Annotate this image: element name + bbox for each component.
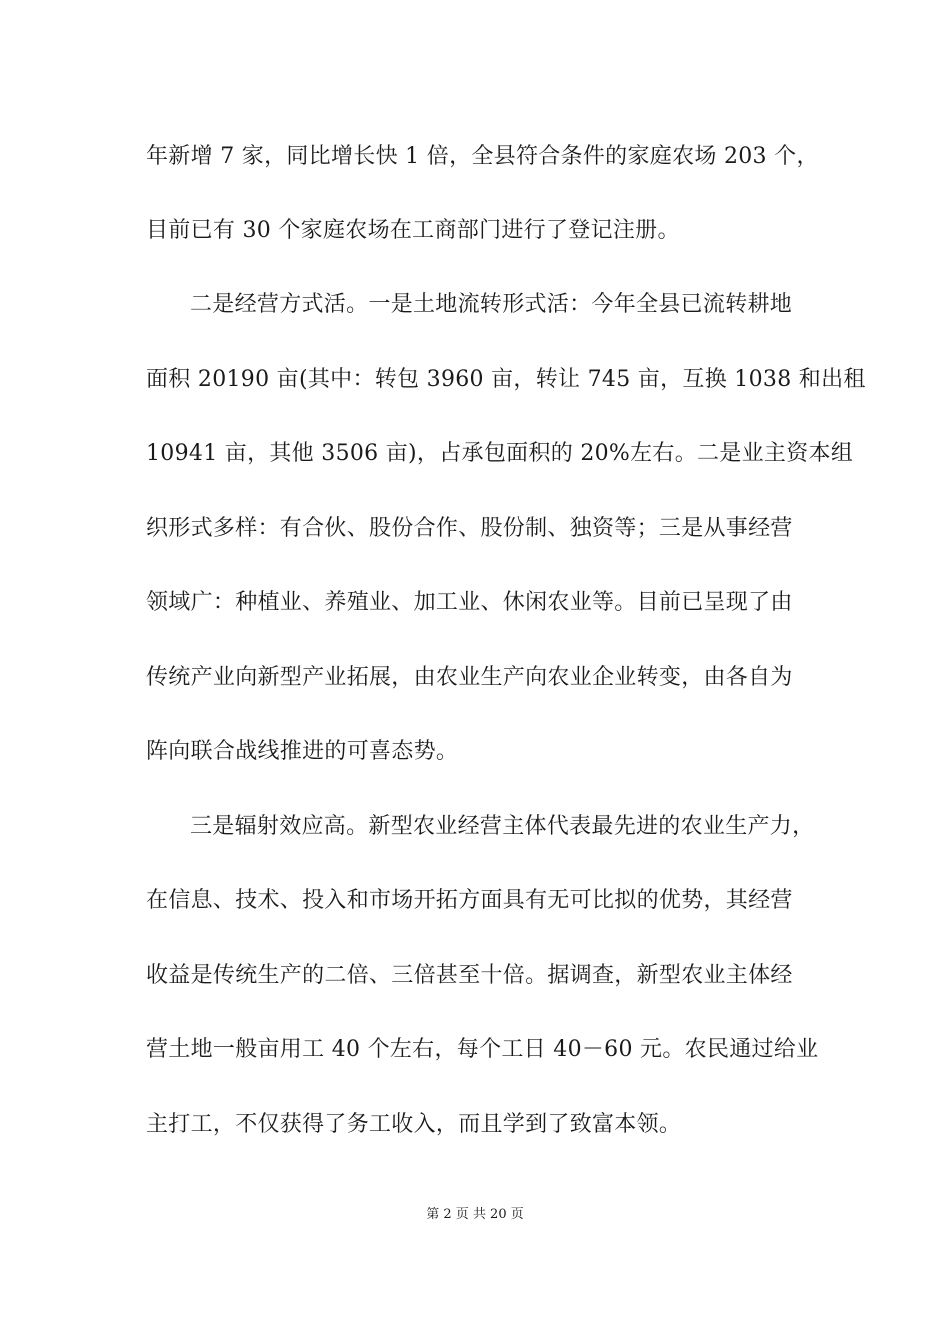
text-line: 营土地一般亩用工 40 个左右，每个工日 40－60 元。农民通过给业 [146, 1037, 819, 1062]
page-number: 第 2 页 共 20 页 [426, 1207, 524, 1222]
text-line: 面积 20190 亩(其中：转包 3960 亩，转让 745 亩，互换 1038 和出租 [146, 367, 866, 392]
text-line: 织形式多样：有合伙、股份合作、股份制、独资等；三是从事经营 [146, 516, 793, 541]
text-line: 领域广：种植业、养殖业、加工业、休闲农业等。目前已呈现了由 [146, 590, 793, 615]
text-line: 三是辐射效应高。新型农业经营主体代表最先进的农业生产力， [190, 814, 815, 839]
text-line: 传统产业向新型产业拓展，由农业生产向农业企业转变，由各自为 [146, 665, 793, 690]
text-line: 主打工，不仅获得了务工收入，而且学到了致富本领。 [146, 1112, 682, 1137]
text-line: 收益是传统生产的二倍、三倍甚至十倍。据调查，新型农业主体经 [146, 963, 793, 988]
page-footer [0, 1206, 950, 1224]
text-line: 目前已有 30 个家庭农场在工商部门进行了登记注册。 [146, 218, 680, 243]
text-line: 年新增 7 家，同比增长快 1 倍，全县符合条件的家庭农场 203 个， [146, 144, 819, 169]
text-line: 10941 亩，其他 3506 亩)，占承包面积的 20%左右。二是业主资本组 [146, 441, 854, 466]
text-line: 二是经营方式活。一是土地流转形式活：今年全县已流转耕地 [190, 292, 793, 317]
text-line: 在信息、技术、投入和市场开拓方面具有无可比拟的优势，其经营 [146, 888, 793, 913]
text-line: 阵向联合战线推进的可喜态势。 [146, 739, 459, 764]
